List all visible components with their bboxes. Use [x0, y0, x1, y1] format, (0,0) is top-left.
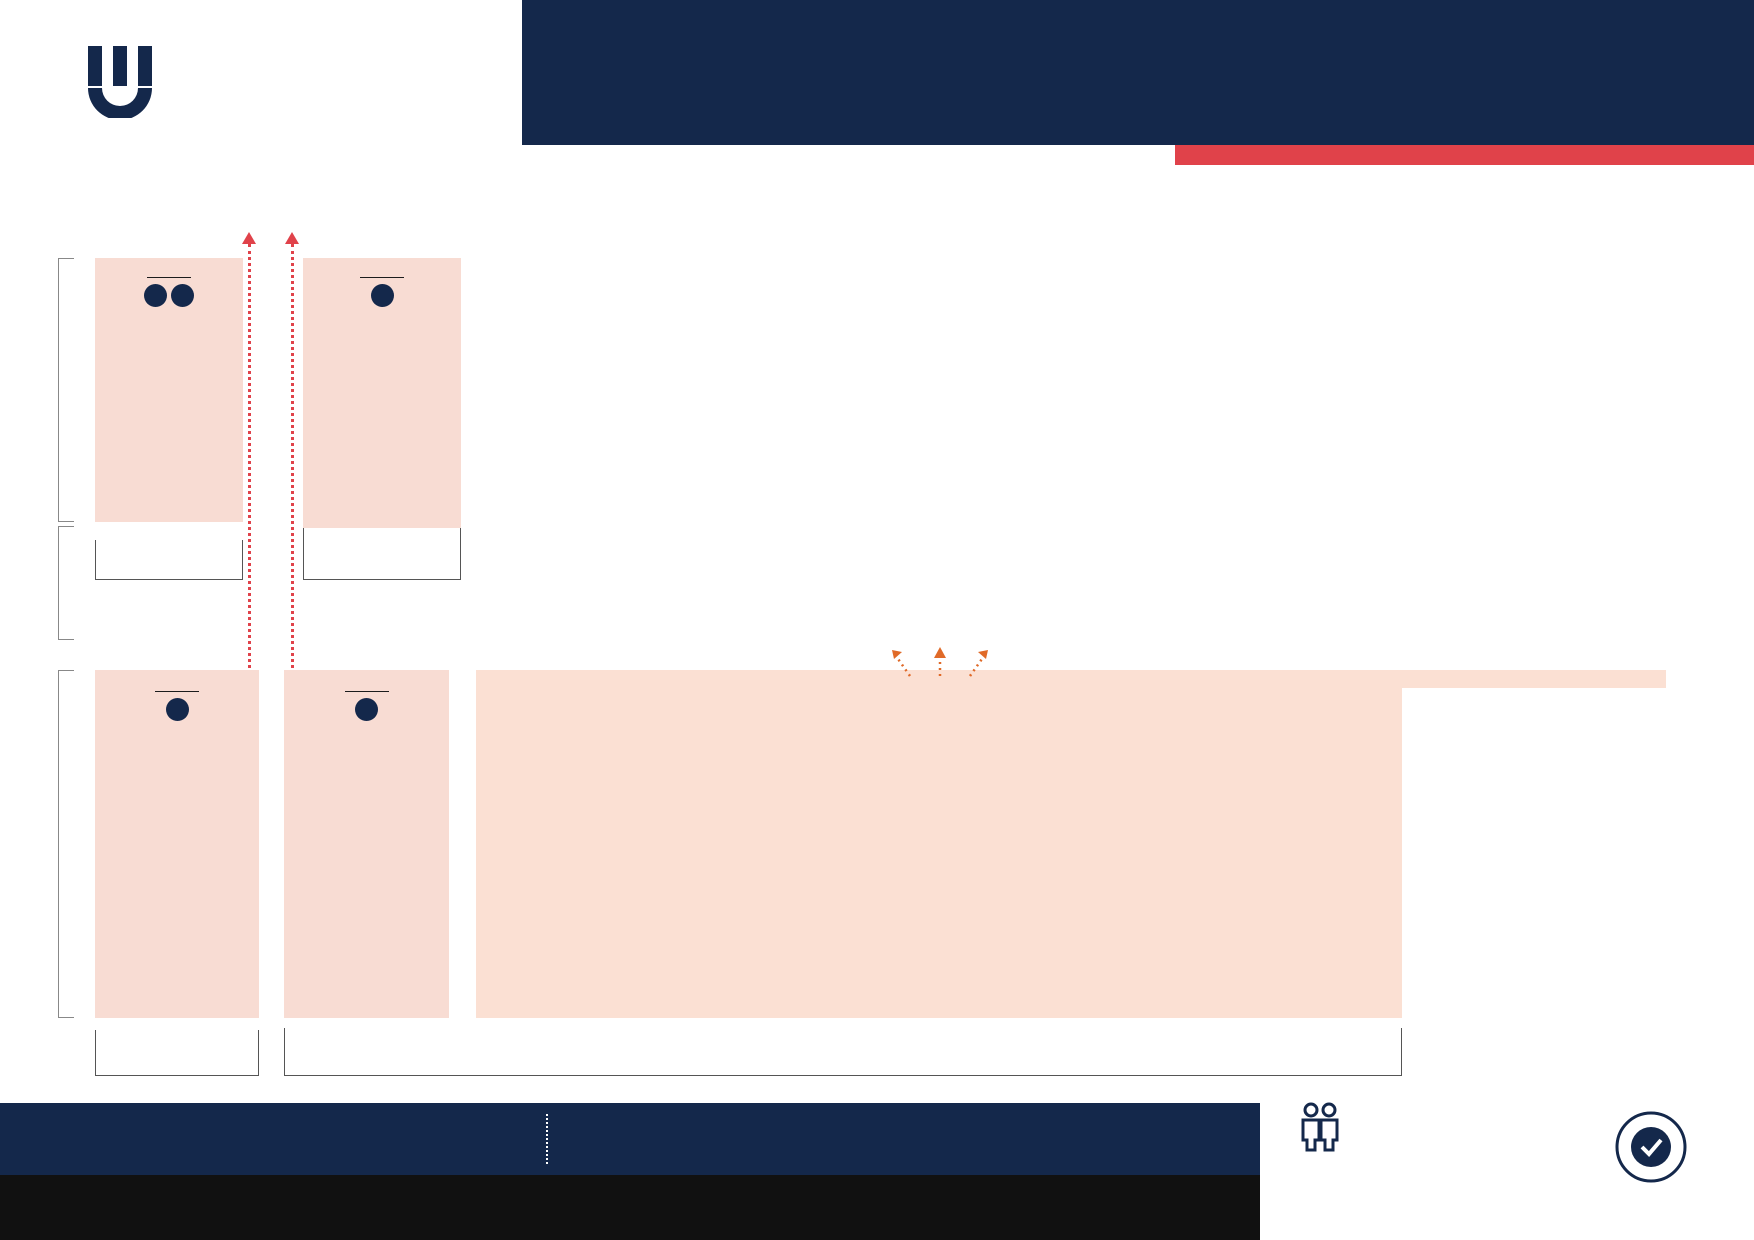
badges: [284, 698, 449, 721]
contact-icon: [1300, 1102, 1340, 1157]
arrow-up-icon: [285, 232, 299, 244]
m2-mv-vietnam-card[interactable]: [303, 258, 461, 528]
globe-icon: [371, 284, 394, 307]
header-accent-bar: [1175, 145, 1754, 165]
du-bottom-note: [95, 1030, 259, 1076]
badges: [303, 284, 461, 307]
access-note: [284, 1028, 1402, 1076]
badges: [95, 698, 259, 721]
badges: [95, 284, 243, 307]
du-top-note: [95, 540, 243, 580]
dotted-line: [291, 244, 294, 674]
footer-black-band: [0, 1175, 1260, 1240]
divider: [155, 691, 199, 692]
fc-badge: [171, 284, 194, 307]
arrow-up-icon: [242, 232, 256, 244]
licence-pro-card[interactable]: [284, 670, 449, 1018]
alt-badge: [355, 698, 378, 721]
fi-badge: [144, 284, 167, 307]
logo: [88, 44, 158, 118]
bracket-bac4: [58, 526, 74, 640]
m2-vietnam-note: [303, 528, 461, 580]
header-banner: [522, 0, 1754, 145]
bracket-bac5: [58, 258, 74, 522]
certification-logo: [1612, 1108, 1690, 1200]
du-top-card[interactable]: [95, 258, 243, 522]
orange-arrows: [890, 644, 1000, 680]
footer-band: [0, 1103, 1260, 1175]
divider: [345, 691, 389, 692]
divider: [147, 277, 191, 278]
fc-badge: [166, 698, 189, 721]
divider: [360, 277, 404, 278]
licence-main-card[interactable]: [476, 688, 1402, 1018]
licence-area: [476, 670, 1666, 688]
bracket-bac3: [58, 670, 74, 1018]
dotted-line: [248, 244, 251, 674]
du-bottom-card[interactable]: [95, 670, 259, 1018]
footer-divider: [546, 1114, 548, 1164]
